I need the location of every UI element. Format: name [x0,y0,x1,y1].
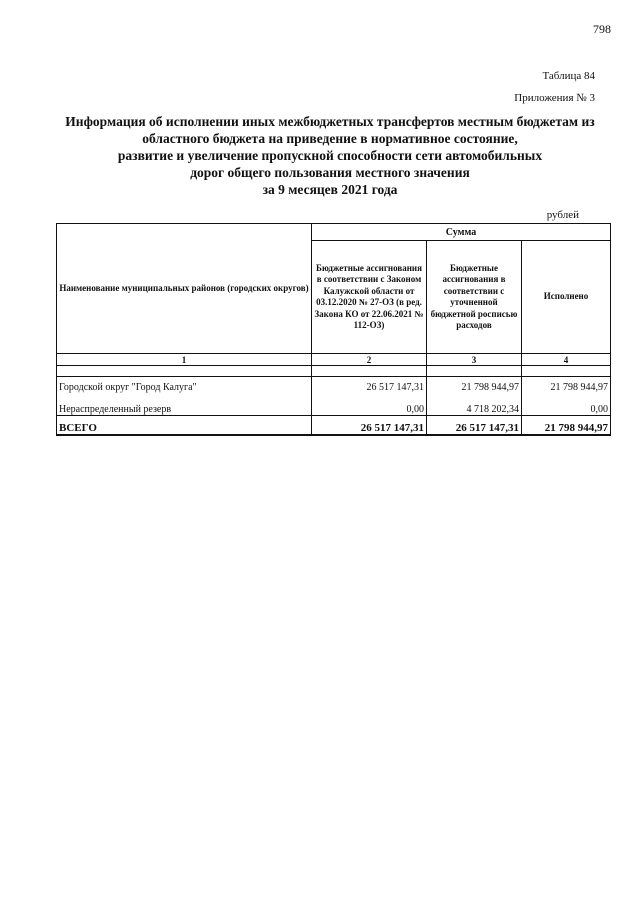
row-name: Нераспределенный резерв [57,399,312,416]
appendix-caption: Приложения № 3 [514,92,595,104]
row-value: 0,00 [312,399,427,416]
sum-header: Сумма [312,224,611,241]
title-line: за 9 месяцев 2021 года [262,182,398,197]
title-line: Информация об исполнении иных межбюджетных трансфертов местным бюджетам из [65,114,595,129]
units-label: рублей [546,209,579,221]
report-table [56,223,611,436]
table-row [57,377,611,394]
row-value: 26 517 147,31 [312,377,427,394]
title-line: дорог общего пользования местного значения [190,165,470,180]
row-name: Городской округ "Город Калуга" [57,377,312,394]
name-column-header: Наименование муниципальных районов (городских округов) [57,224,312,354]
page-number: 798 [593,22,611,36]
row-value: 4 718 202,34 [427,399,522,416]
table-caption: Таблица 84 [542,70,595,82]
total-label: ВСЕГО [57,416,312,436]
table-row [57,399,611,416]
column-number: 4 [522,354,611,366]
total-row [57,416,611,436]
row-value: 0,00 [522,399,611,416]
row-value: 21 798 944,97 [427,377,522,394]
row-value: 21 798 944,97 [522,377,611,394]
title-line: развитие и увеличение пропускной способности сети автомобильных [117,148,543,163]
title-line: областного бюджета на приведение в нормативное состояние, [142,131,518,146]
document-title [40,113,620,198]
column-number: 1 [57,354,312,366]
col2-header: Бюджетные ассигнования в соответствии с Законом Калужской области от 03.12.2020 № 27-ОЗ (в ред. Закона КО от 22.06.2021 № 112-ОЗ) [312,241,427,354]
total-value: 21 798 944,97 [522,416,611,436]
col3-header: Бюджетные ассигнования в соответствии с уточненной бюджетной росписью расходов [427,241,522,354]
column-number: 3 [427,354,522,366]
total-value: 26 517 147,31 [427,416,522,436]
col4-header: Исполнено [522,241,611,354]
total-value: 26 517 147,31 [312,416,427,436]
column-number: 2 [312,354,427,366]
